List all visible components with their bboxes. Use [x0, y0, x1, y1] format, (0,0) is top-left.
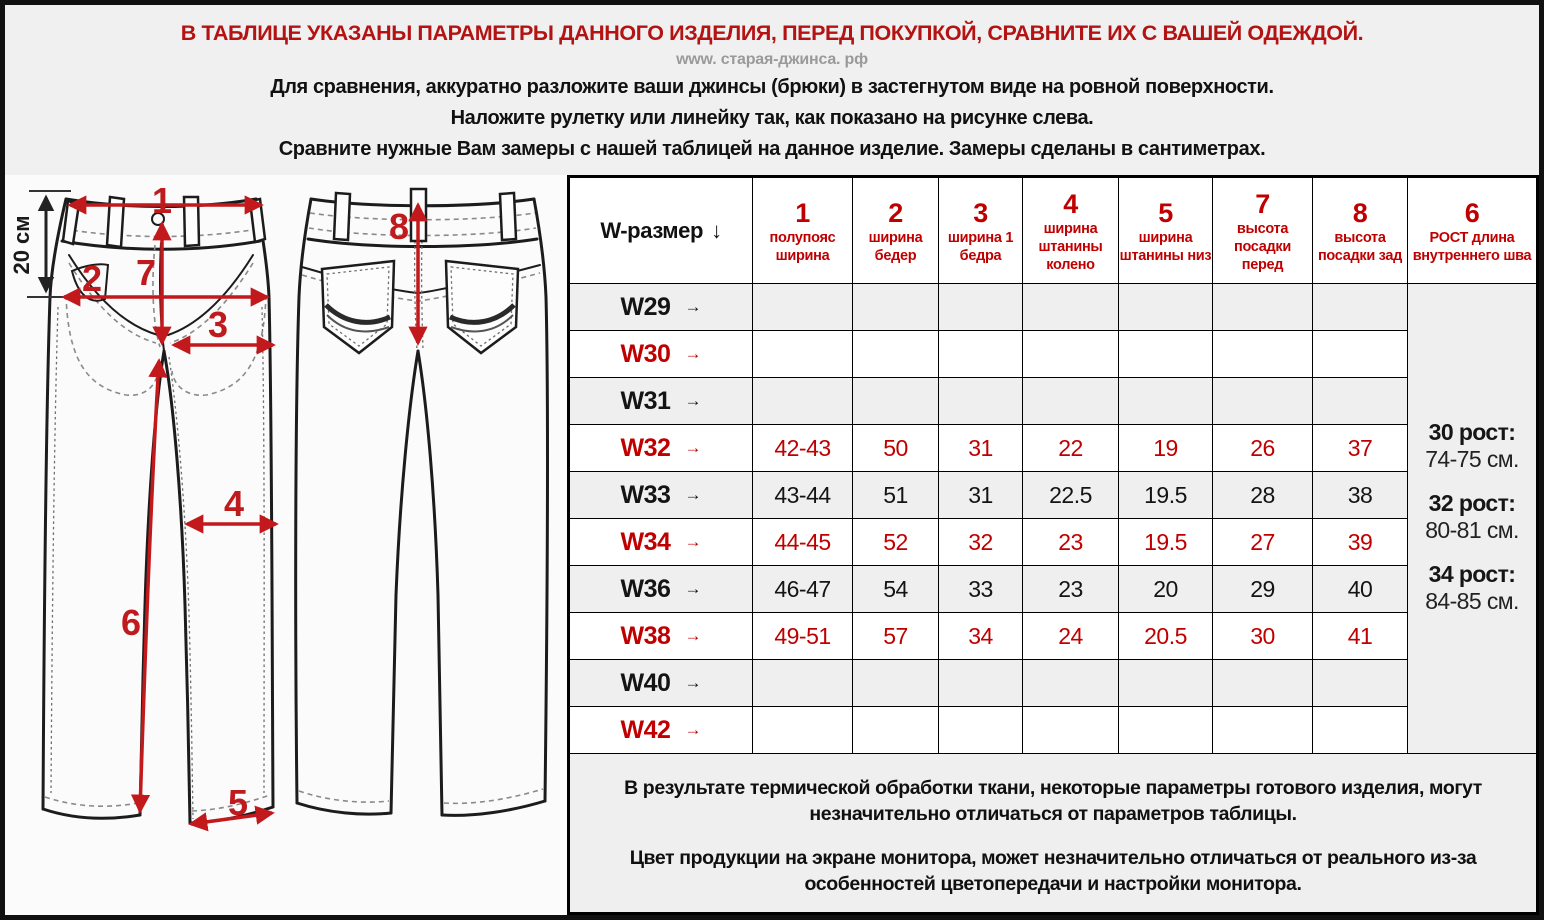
size-value: W34 — [620, 527, 671, 556]
col-header-6-rost: 6 РОСТ длина внутреннего шва — [1408, 178, 1536, 284]
instruction-line-1: Для сравнения, аккуратно разложите ваши джинсы (брюки) в застегнутом виде на ровной поверхности. — [270, 76, 1274, 98]
value-cell — [1213, 660, 1313, 707]
value-cell — [1119, 660, 1213, 707]
size-value: W42 — [620, 715, 671, 744]
value-cell — [939, 660, 1023, 707]
col-header-8: 8 высота посадки зад — [1313, 178, 1408, 284]
value-cell: 23 — [1023, 519, 1119, 566]
value-cell — [1023, 378, 1119, 425]
value-cell — [853, 284, 939, 331]
arrow-right-icon: → — [684, 532, 702, 551]
arrow-right-icon: → — [684, 673, 702, 692]
jeans-back-view — [296, 189, 548, 815]
arrow-right-icon: → — [684, 438, 702, 457]
value-cell — [939, 707, 1023, 754]
value-cell: 19 — [1119, 425, 1213, 472]
value-cell — [853, 707, 939, 754]
value-cell — [1313, 284, 1408, 331]
size-row-label — [570, 425, 753, 472]
table-footer-note — [570, 754, 1536, 912]
arrow-right-icon: → — [684, 720, 702, 739]
value-cell: 57 — [853, 613, 939, 660]
rost-block-30: 30 рост: 74-75 см. — [1425, 418, 1519, 472]
value-cell — [1119, 707, 1213, 754]
jeans-measurement-diagram — [5, 175, 567, 915]
value-cell — [1119, 378, 1213, 425]
value-cell — [753, 707, 853, 754]
size-value: W40 — [620, 668, 671, 697]
marker-5: 5 — [227, 782, 249, 823]
value-cell: 38 — [1313, 472, 1408, 519]
value-cell — [1023, 660, 1119, 707]
value-cell: 50 — [853, 425, 939, 472]
size-row-label — [570, 566, 753, 613]
value-cell — [939, 331, 1023, 378]
instruction-line-3: Сравните нужные Вам замеры с нашей таблицей на данное изделие. Замеры сделаны в сантиметрах. — [278, 138, 1266, 160]
size-row-label — [570, 519, 753, 566]
value-cell: 20 — [1119, 566, 1213, 613]
rost-block-34: 34 рост: 84-85 см. — [1425, 560, 1519, 614]
rost-merged-cell — [1408, 284, 1536, 754]
value-cell — [1213, 378, 1313, 425]
main-content — [5, 175, 1539, 915]
jeans-diagram-panel — [5, 175, 567, 915]
size-row-label — [570, 331, 753, 378]
size-column-header — [570, 178, 753, 284]
value-cell: 26 — [1213, 425, 1313, 472]
value-cell: 28 — [1213, 472, 1313, 519]
rost-block-32: 32 рост: 80-81 см. — [1425, 489, 1519, 543]
value-cell: 46-47 — [753, 566, 853, 613]
footer-note-2: Цвет продукции на экране монитора, может незначительно отличаться от реального из-за особенностей цветопередачи и настройки монитора. — [629, 846, 1477, 895]
value-cell: 34 — [939, 613, 1023, 660]
col-header-5: 5 ширина штанины низ — [1119, 178, 1213, 284]
arrow-down-icon: ↓ — [711, 217, 722, 243]
arrow-right-icon: → — [684, 297, 702, 316]
size-value: W38 — [620, 621, 671, 650]
value-cell: 51 — [853, 472, 939, 519]
size-row-label — [570, 660, 753, 707]
marker-3: 3 — [207, 304, 229, 345]
col-header-4: 4 ширина штанины колено — [1023, 178, 1119, 284]
arrow-right-icon: → — [684, 344, 702, 363]
value-cell — [1313, 331, 1408, 378]
value-cell: 33 — [939, 566, 1023, 613]
col-header-3: 3 ширина 1 бедра — [939, 178, 1023, 284]
col-header-2: 2 ширина бедер — [853, 178, 939, 284]
value-cell — [1119, 284, 1213, 331]
value-cell — [1213, 331, 1313, 378]
value-cell: 42-43 — [753, 425, 853, 472]
value-cell — [1313, 378, 1408, 425]
value-cell — [853, 660, 939, 707]
length-note-20cm: 20 см — [9, 215, 34, 275]
value-cell — [753, 331, 853, 378]
footer-note-1: В результате термической обработки ткани, некоторые параметры готового изделия, могут незначительно отличаться от параметров таблицы. — [624, 776, 1482, 826]
size-value: W31 — [620, 386, 671, 415]
value-cell: 19.5 — [1119, 472, 1213, 519]
arrow-right-icon: → — [684, 579, 702, 598]
page-title: В ТАБЛИЦЕ УКАЗАНЫ ПАРАМЕТРЫ ДАННОГО ИЗДЕЛИЯ, ПЕРЕД ПОКУПКОЙ, СРАВНИТЕ ИХ С ВАШЕЙ ОДЕЖДОЙ. — [180, 21, 1364, 45]
col-header-7: 7 высота посадки перед — [1213, 178, 1313, 284]
arrow-right-icon: → — [684, 626, 702, 645]
value-cell: 20.5 — [1119, 613, 1213, 660]
value-cell: 40 — [1313, 566, 1408, 613]
value-cell: 49-51 — [753, 613, 853, 660]
size-header-label: W-размер — [600, 217, 704, 243]
value-cell: 22.5 — [1023, 472, 1119, 519]
arrow-right-icon: → — [684, 391, 702, 410]
value-cell: 22 — [1023, 425, 1119, 472]
size-row-label — [570, 613, 753, 660]
value-cell: 23 — [1023, 566, 1119, 613]
marker-6: 6 — [120, 602, 142, 643]
value-cell — [853, 378, 939, 425]
value-cell: 29 — [1213, 566, 1313, 613]
value-cell: 52 — [853, 519, 939, 566]
value-cell: 19.5 — [1119, 519, 1213, 566]
value-cell — [1313, 660, 1408, 707]
value-cell: 37 — [1313, 425, 1408, 472]
size-table — [567, 175, 1539, 915]
value-cell — [853, 331, 939, 378]
size-value: W33 — [620, 480, 671, 509]
arrow-right-icon: → — [684, 485, 702, 504]
site-url: www. старая-джинса. рф — [676, 51, 868, 68]
page-header — [5, 5, 1539, 175]
value-cell: 43-44 — [753, 472, 853, 519]
size-value: W29 — [620, 292, 671, 321]
value-cell: 39 — [1313, 519, 1408, 566]
value-cell — [1213, 707, 1313, 754]
size-value: W36 — [620, 574, 671, 603]
col-header-1: 1 полупояс ширина — [753, 178, 853, 284]
value-cell — [753, 284, 853, 331]
value-cell: 54 — [853, 566, 939, 613]
marker-1: 1 — [151, 180, 173, 221]
value-cell — [753, 660, 853, 707]
value-cell — [1213, 284, 1313, 331]
value-cell: 27 — [1213, 519, 1313, 566]
size-value: W30 — [620, 339, 671, 368]
value-cell: 32 — [939, 519, 1023, 566]
value-cell: 30 — [1213, 613, 1313, 660]
value-cell: 44-45 — [753, 519, 853, 566]
value-cell — [939, 378, 1023, 425]
marker-2: 2 — [81, 258, 103, 299]
marker-4: 4 — [223, 483, 245, 524]
marker-7: 7 — [135, 252, 157, 293]
value-cell: 24 — [1023, 613, 1119, 660]
size-row-label — [570, 378, 753, 425]
value-cell — [1313, 707, 1408, 754]
value-cell — [1023, 707, 1119, 754]
marker-8: 8 — [388, 206, 410, 247]
value-cell — [1119, 331, 1213, 378]
size-row-label — [570, 707, 753, 754]
value-cell — [1023, 284, 1119, 331]
value-cell — [939, 284, 1023, 331]
value-cell: 31 — [939, 472, 1023, 519]
size-row-label — [570, 284, 753, 331]
value-cell: 31 — [939, 425, 1023, 472]
instruction-line-2: Наложите рулетку или линейку так, как показано на рисунке слева. — [450, 107, 1094, 129]
size-row-label — [570, 472, 753, 519]
value-cell — [753, 378, 853, 425]
value-cell — [1023, 331, 1119, 378]
value-cell: 41 — [1313, 613, 1408, 660]
size-value: W32 — [620, 433, 671, 462]
